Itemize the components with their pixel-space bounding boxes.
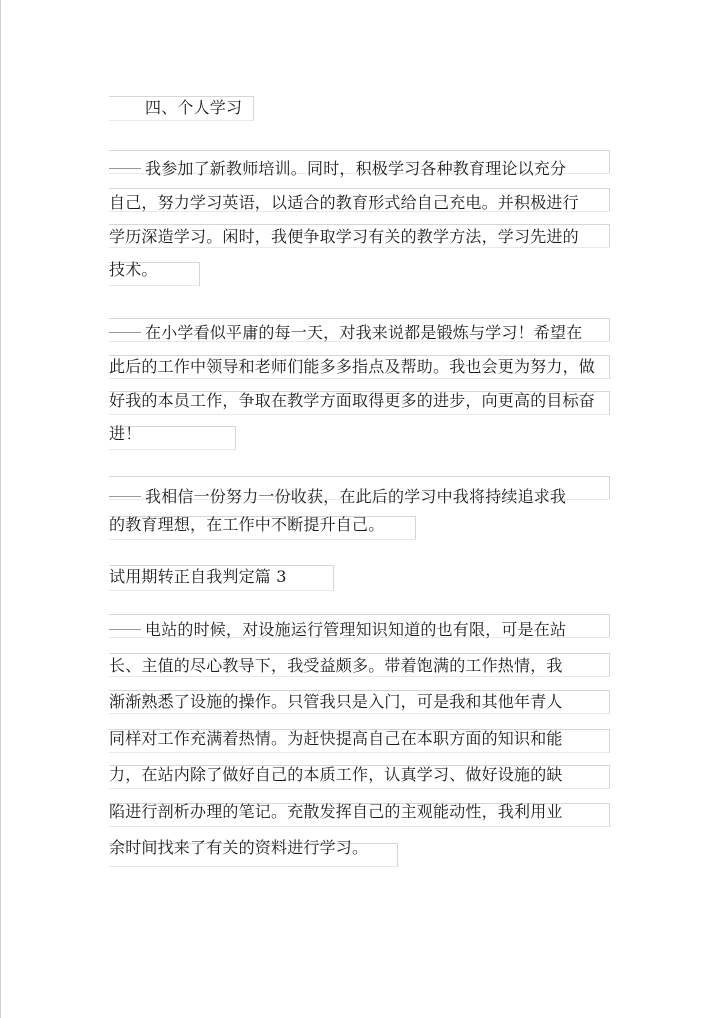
section-heading: 四、个人学习 xyxy=(145,98,243,117)
paragraph-line: 余时间找来了有关的资料进行学习。 xyxy=(109,838,369,857)
paragraph-line: 技术。 xyxy=(109,260,158,279)
paragraph-text: 电站的时候，对设施运行管理知识知道的也有限，可是在站 xyxy=(145,620,567,639)
paragraph-line: 渐渐熟悉了设施的操作。只管我只是入门，可是我和其他年青人 xyxy=(109,692,563,711)
paragraph-line: 进！ xyxy=(109,424,142,443)
paragraph-line xyxy=(109,619,566,641)
indent-rule xyxy=(109,168,141,169)
paragraph-line: 此后的工作中领导和老师们能多多指点及帮助。我也会更为努力，做 xyxy=(109,357,596,376)
paragraph-line: 力，在站内除了做好自己的本质工作，认真学习、做好设施的缺 xyxy=(109,765,563,784)
paragraph-line: 长、主值的尽心教导下，我受益颇多。带着饱满的工作热情，我 xyxy=(109,656,563,675)
paragraph-line: 好我的本员工作，争取在教学方面取得更多的进步，向更高的目标奋 xyxy=(109,391,596,410)
paragraph-line: 的教育理想，在工作中不断提升自己。 xyxy=(109,515,385,534)
paragraph-line: 同样对工作充满着热情。为赶快提高自己在本职方面的知识和能 xyxy=(109,729,563,748)
paragraph-line xyxy=(109,486,566,508)
paragraph-text: 我相信一份努力一份收获，在此后的学习中我将持续追求我 xyxy=(145,487,567,506)
paragraph-line: 学历深造学习。闲时，我便争取学习有关的教学方法，学习先进的 xyxy=(109,227,579,246)
page-edge xyxy=(0,0,1,1018)
paragraph-line: 自己，努力学习英语，以适合的教育形式给自己充电。并积极进行 xyxy=(109,193,579,212)
paragraph-text: 在小学看似平庸的每一天，对我来说都是锻炼与学习！希望在 xyxy=(145,323,583,342)
paragraph-line xyxy=(109,322,582,344)
paragraph-text: 我参加了新教师培训。同时，积极学习各种教育理论以充分 xyxy=(145,159,567,178)
indent-rule xyxy=(109,496,141,497)
indent-rule xyxy=(109,332,141,333)
part-heading: 试用期转正自我判定篇 3 xyxy=(109,567,287,586)
paragraph-line: 陷进行剖析办理的笔记。充散发挥自己的主观能动性，我利用业 xyxy=(109,802,563,821)
indent-rule xyxy=(109,629,141,630)
paragraph-line xyxy=(109,158,566,180)
